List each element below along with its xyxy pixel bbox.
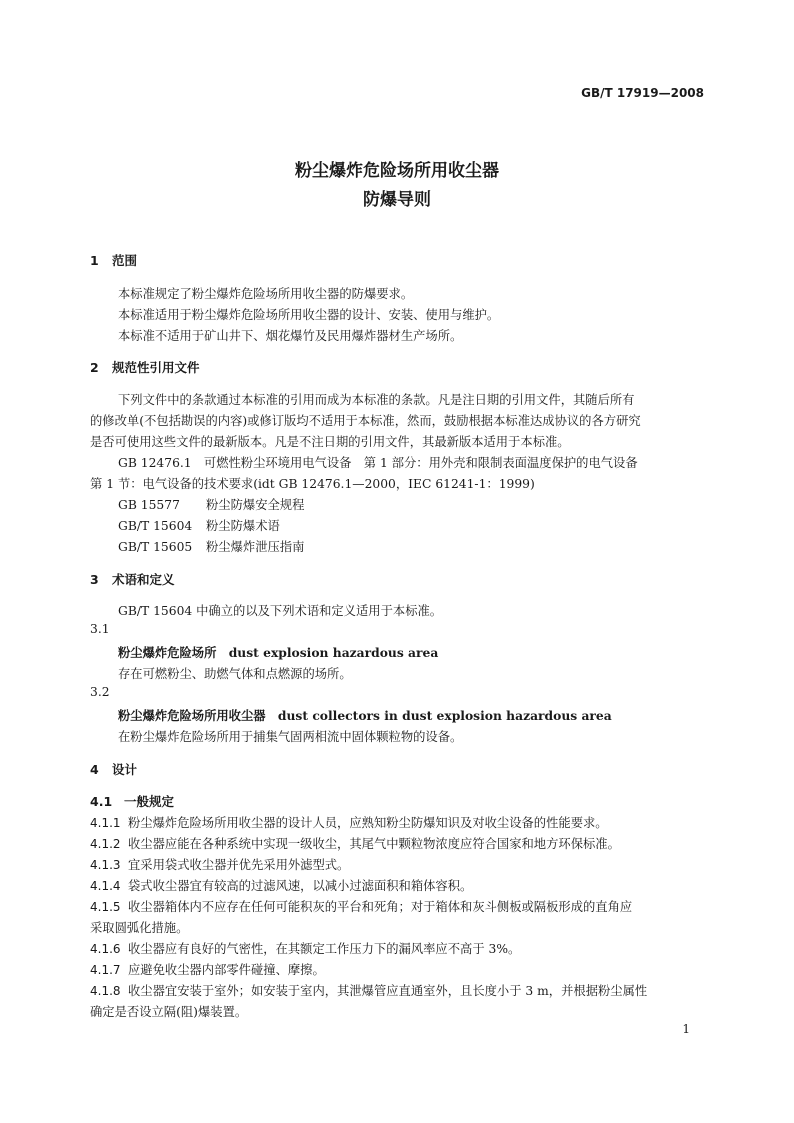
subsection-heading: 4.1 一般规定 — [90, 794, 175, 809]
reference-item: GB/T 15604 粉尘防爆术语 — [118, 519, 280, 533]
document-subtitle: 防爆导则 — [363, 190, 431, 210]
section-3-heading: 3 术语和定义 — [90, 572, 175, 587]
reference-item: GB/T 15605 粉尘爆炸泄压指南 — [118, 540, 305, 554]
paragraph: 本标准规定了粉尘爆炸危险场所用收尘器的防爆要求。 — [118, 287, 414, 301]
clause-continuation: 确定是否设立隔(阻)爆装置。 — [90, 1005, 248, 1019]
term-heading: 粉尘爆炸危险场所用收尘器 dust collectors in dust explosion hazardous area — [118, 708, 612, 723]
clause: 4.1.5 收尘器箱体内不应存在任何可能积灰的平台和死角；对于箱体和灰斗侧板或隔板形成的直角应 — [90, 900, 633, 914]
paragraph: GB/T 15604 中确立的以及下列术语和定义适用于本标准。 — [118, 604, 443, 618]
clause: 4.1.2 收尘器应能在各种系统中实现一级收尘，其尾气中颗粒物浓度应符合国家和地方环保标准。 — [90, 837, 620, 851]
term-number: 3.1 — [90, 622, 110, 636]
reference-line: 第 1 节：电气设备的技术要求(idt GB 12476.1—2000，IEC 61241-1：1999) — [90, 477, 535, 491]
reference-item: GB 15577 粉尘防爆安全规程 — [118, 498, 305, 512]
paragraph: 本标准适用于粉尘爆炸危险场所用收尘器的设计、安装、使用与维护。 — [118, 308, 500, 322]
term-heading: 粉尘爆炸危险场所 dust explosion hazardous area — [118, 645, 439, 660]
paragraph-line: 的修改单(不包括勘误的内容)或修订版均不适用于本标准，然而，鼓励根据本标准达成协议的各方研究 — [90, 414, 641, 428]
standard-number: GB/T 17919—2008 — [581, 86, 704, 100]
term-definition: 存在可燃粉尘、助燃气体和点燃源的场所。 — [118, 667, 352, 681]
term-number: 3.2 — [90, 685, 110, 699]
clause-continuation: 采取圆弧化措施。 — [90, 921, 189, 935]
section-4-heading: 4 设计 — [90, 762, 138, 777]
clause: 4.1.1 粉尘爆炸危险场所用收尘器的设计人员，应熟知粉尘防爆知识及对收尘设备的性能要求。 — [90, 816, 608, 830]
page-number: 1 — [682, 1022, 690, 1036]
document-title: 粉尘爆炸危险场所用收尘器 — [295, 161, 499, 181]
paragraph: 本标准不适用于矿山井下、烟花爆竹及民用爆炸器材生产场所。 — [118, 329, 463, 343]
paragraph-line: 是否可使用这些文件的最新版本。凡是不注日期的引用文件，其最新版本适用于本标准。 — [90, 435, 570, 449]
paragraph-line: 下列文件中的条款通过本标准的引用而成为本标准的条款。凡是注日期的引用文件，其随后所有 — [118, 393, 635, 407]
clause: 4.1.8 收尘器宜安装于室外；如安装于室内，其泄爆管应直通室外，且长度小于 3 m，并根据粉尘属性 — [90, 984, 648, 998]
section-2-heading: 2 规范性引用文件 — [90, 360, 200, 375]
reference-line: GB 12476.1 可燃性粉尘环境用电气设备 第 1 部分：用外壳和限制表面温度保护的电气设备 — [118, 456, 638, 470]
clause: 4.1.4 袋式收尘器宜有较高的过滤风速，以减小过滤面积和箱体容积。 — [90, 879, 473, 893]
clause: 4.1.7 应避免收尘器内部零件碰撞、摩擦。 — [90, 963, 325, 977]
section-1-heading: 1 范围 — [90, 253, 138, 268]
term-definition: 在粉尘爆炸危险场所用于捕集气固两相流中固体颗粒物的设备。 — [118, 730, 463, 744]
clause: 4.1.6 收尘器应有良好的气密性，在其额定工作压力下的漏风率应不高于 3%。 — [90, 942, 521, 956]
clause: 4.1.3 宜采用袋式收尘器并优先采用外滤型式。 — [90, 858, 350, 872]
